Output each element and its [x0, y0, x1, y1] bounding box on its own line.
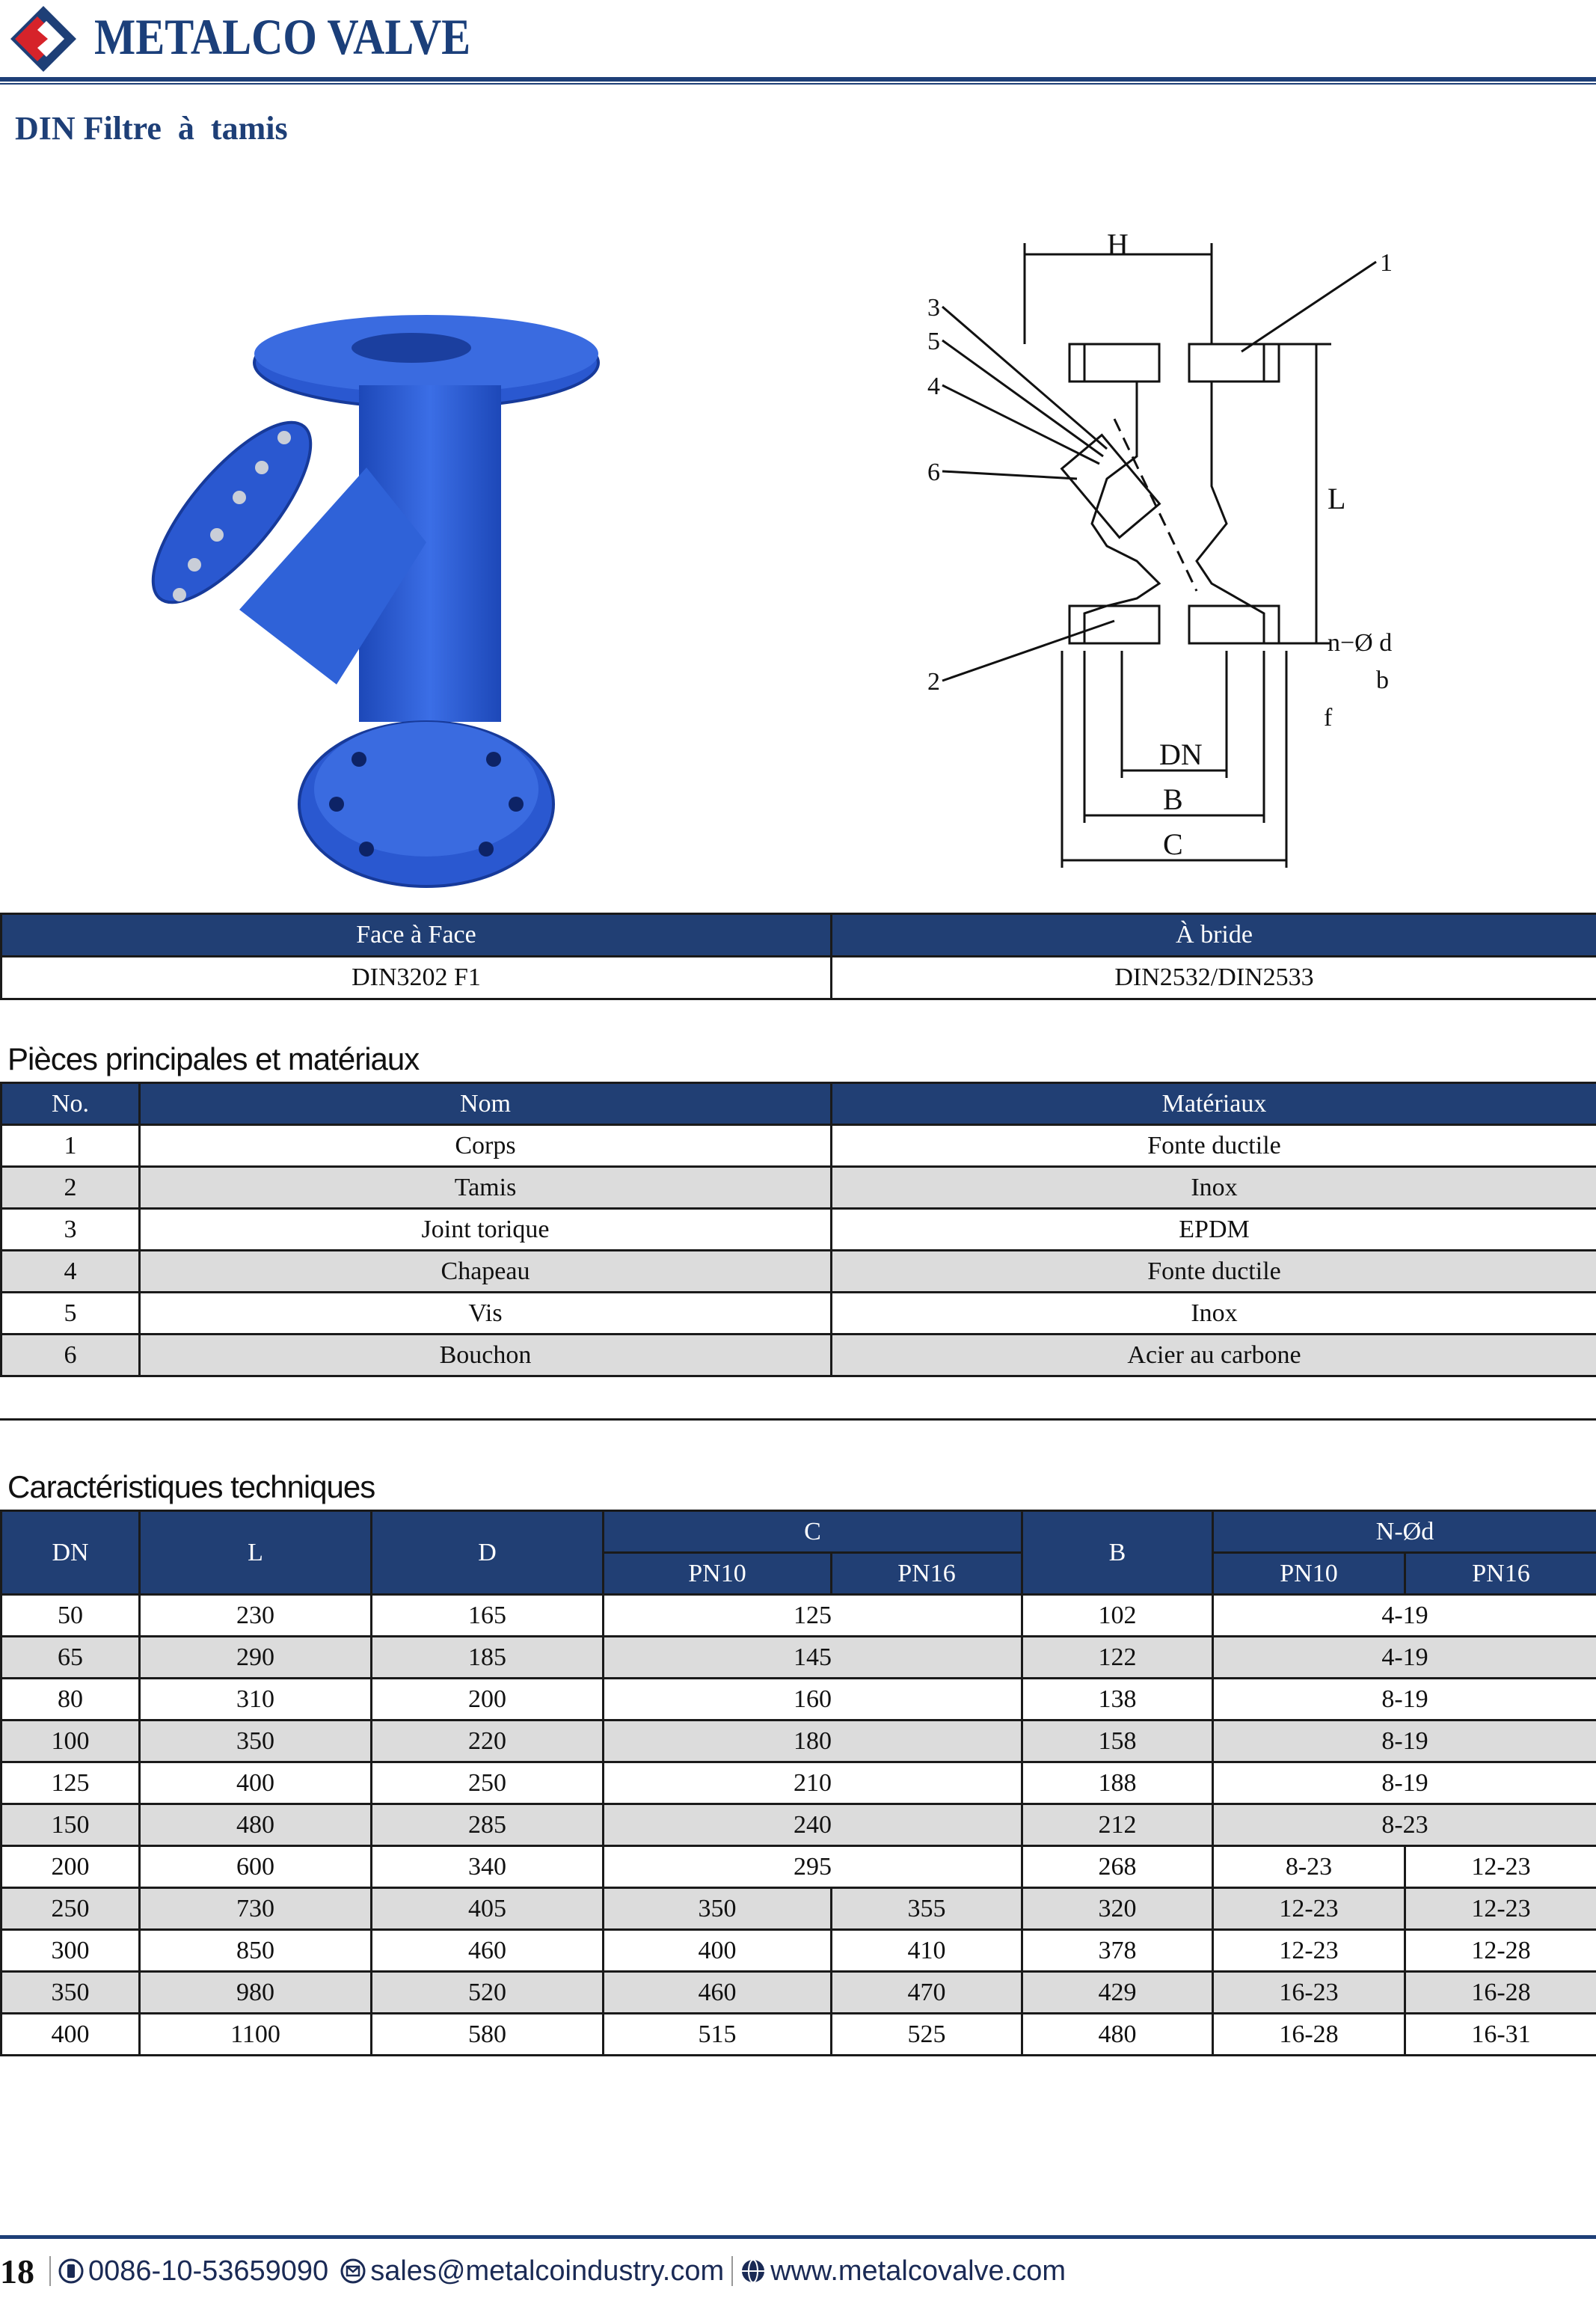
cell-b: 268: [1022, 1846, 1213, 1888]
cell-nod-pn16: 12-23: [1405, 1846, 1596, 1888]
callout-3: 3: [927, 294, 940, 322]
value-face-a-face: DIN3202 F1: [1, 957, 832, 999]
cell-b: 122: [1022, 1637, 1213, 1679]
cell-nod-pn16: 12-28: [1405, 1930, 1596, 1972]
cell-l: 480: [140, 1804, 372, 1846]
table-row: [1, 1209, 1596, 1251]
part-no: 4: [1, 1251, 140, 1293]
cell-b: 480: [1022, 2014, 1213, 2056]
part-no: 2: [1, 1167, 140, 1209]
cell-d: 580: [372, 2014, 604, 2056]
cell-nod-pn16: 16-31: [1405, 2014, 1596, 2056]
globe-icon: [740, 2258, 766, 2284]
table-row: [1, 1167, 1596, 1209]
dim-B: B: [1163, 782, 1183, 816]
cell-b: 102: [1022, 1595, 1213, 1637]
cell-b: 378: [1022, 1930, 1213, 1972]
brand-name: METALCO VALVE: [94, 8, 471, 65]
cell-dn: 300: [1, 1930, 140, 1972]
header-face-a-face: Face à Face: [1, 914, 832, 957]
table-row: [1, 1972, 1596, 2014]
cell-c-pn16: 410: [832, 1930, 1022, 1972]
cell-c-pn10: 460: [604, 1972, 832, 2014]
cell-nod: 8-19: [1213, 1721, 1596, 1762]
header-d: D: [372, 1511, 604, 1595]
cell-c-pn16: 525: [832, 2014, 1022, 2056]
cell-l: 980: [140, 1972, 372, 2014]
cell-b: 158: [1022, 1721, 1213, 1762]
cell-nod-pn10: 8-23: [1213, 1846, 1405, 1888]
cell-nod: 4-19: [1213, 1637, 1596, 1679]
part-name: Chapeau: [140, 1251, 832, 1293]
part-no: 6: [1, 1335, 140, 1376]
tech-specs-table: [0, 1510, 1596, 2056]
dim-f: f: [1324, 704, 1333, 732]
email-icon: [340, 2258, 366, 2284]
cell-c-pn16: 470: [832, 1972, 1022, 2014]
page-title: DIN Filtre à tamis: [15, 110, 288, 147]
cell-d: 460: [372, 1930, 604, 1972]
cell-c-pn10: 350: [604, 1888, 832, 1930]
dim-DN: DN: [1159, 738, 1203, 771]
cell-nod-pn16: 12-23: [1405, 1888, 1596, 1930]
part-material: Acier au carbone: [832, 1335, 1596, 1376]
cell-d: 520: [372, 1972, 604, 2014]
cell-dn: 350: [1, 1972, 140, 2014]
part-name: Bouchon: [140, 1335, 832, 1376]
cell-nod-pn10: 12-23: [1213, 1888, 1405, 1930]
table-row: [1, 1293, 1596, 1335]
table-row: [1, 1762, 1596, 1804]
cell-nod-pn16: 16-28: [1405, 1972, 1596, 2014]
header-a-bride: À bride: [832, 914, 1596, 957]
table-row: [1, 1721, 1596, 1762]
dim-L: L: [1328, 482, 1346, 515]
footer-website[interactable]: www.metalcovalve.com: [770, 2255, 1066, 2287]
callout-4: 4: [927, 373, 940, 400]
tech-section-label: Caractéristiques techniques: [7, 1469, 375, 1504]
cell-d: 165: [372, 1595, 604, 1637]
table-row: [1, 1804, 1596, 1846]
cell-dn: 250: [1, 1888, 140, 1930]
header-b: B: [1022, 1511, 1213, 1595]
phone-icon: [58, 2258, 84, 2284]
cell-d: 220: [372, 1721, 604, 1762]
part-material: Fonte ductile: [832, 1125, 1596, 1167]
cell-b: 188: [1022, 1762, 1213, 1804]
header-nom: Nom: [140, 1083, 832, 1125]
cell-d: 185: [372, 1637, 604, 1679]
cell-dn: 50: [1, 1595, 140, 1637]
cell-l: 310: [140, 1679, 372, 1721]
cell-d: 405: [372, 1888, 604, 1930]
footer-email[interactable]: sales@metalcoindustry.com: [370, 2255, 725, 2287]
header-c-pn10: PN10: [604, 1553, 832, 1595]
cell-nod: 4-19: [1213, 1595, 1596, 1637]
table-row: [1, 1679, 1596, 1721]
logo-mark: [7, 3, 79, 75]
cell-c: 145: [604, 1637, 1022, 1679]
cell-dn: 100: [1, 1721, 140, 1762]
cell-l: 290: [140, 1637, 372, 1679]
table-row: [1, 1125, 1596, 1167]
part-name: Tamis: [140, 1167, 832, 1209]
cell-c: 210: [604, 1762, 1022, 1804]
header-no: No.: [1, 1083, 140, 1125]
dim-H: H: [1107, 232, 1129, 261]
cell-c-pn10: 400: [604, 1930, 832, 1972]
header-l: L: [140, 1511, 372, 1595]
header-nod-pn16: PN16: [1405, 1553, 1596, 1595]
part-material: Inox: [832, 1293, 1596, 1335]
value-a-bride: DIN2532/DIN2533: [832, 957, 1596, 999]
cell-dn: 150: [1, 1804, 140, 1846]
product-photo: [142, 295, 696, 894]
cell-dn: 80: [1, 1679, 140, 1721]
callout-6: 6: [927, 459, 940, 486]
part-material: Fonte ductile: [832, 1251, 1596, 1293]
header-nod-pn10: PN10: [1213, 1553, 1405, 1595]
cell-l: 600: [140, 1846, 372, 1888]
dim-C: C: [1163, 827, 1183, 861]
callout-1: 1: [1380, 249, 1393, 277]
cell-nod: 8-23: [1213, 1804, 1596, 1846]
cell-l: 350: [140, 1721, 372, 1762]
footer: [0, 2249, 1066, 2294]
cell-l: 730: [140, 1888, 372, 1930]
callout-2: 2: [927, 668, 940, 696]
header-nod: N-Ød: [1213, 1511, 1596, 1553]
table-row: [1, 1930, 1596, 1972]
part-name: Vis: [140, 1293, 832, 1335]
cell-dn: 125: [1, 1762, 140, 1804]
standards-table: [0, 913, 1596, 1000]
technical-drawing: [912, 232, 1481, 905]
cell-nod-pn10: 16-28: [1213, 2014, 1405, 2056]
cell-c-pn10: 515: [604, 2014, 832, 2056]
section-divider: [0, 1418, 1596, 1421]
header-materiaux: Matériaux: [832, 1083, 1596, 1125]
cell-l: 1100: [140, 2014, 372, 2056]
table-row: [1, 2014, 1596, 2056]
cell-b: 138: [1022, 1679, 1213, 1721]
footer-separator: [49, 2256, 51, 2286]
cell-c: 125: [604, 1595, 1022, 1637]
cell-l: 400: [140, 1762, 372, 1804]
cell-c: 295: [604, 1846, 1022, 1888]
header-rule-thin: [0, 83, 1596, 85]
header-c: C: [604, 1511, 1022, 1553]
cell-b: 429: [1022, 1972, 1213, 2014]
part-no: 3: [1, 1209, 140, 1251]
part-name: Corps: [140, 1125, 832, 1167]
part-material: Inox: [832, 1167, 1596, 1209]
cell-c: 240: [604, 1804, 1022, 1846]
header-rule: [0, 77, 1596, 82]
callout-5: 5: [927, 328, 940, 355]
table-row: [1, 1846, 1596, 1888]
cell-d: 285: [372, 1804, 604, 1846]
part-no: 1: [1, 1125, 140, 1167]
cell-nod-pn10: 16-23: [1213, 1972, 1405, 2014]
cell-b: 320: [1022, 1888, 1213, 1930]
footer-separator: [731, 2256, 733, 2286]
cell-nod: 8-19: [1213, 1762, 1596, 1804]
cell-dn: 200: [1, 1846, 140, 1888]
cell-dn: 65: [1, 1637, 140, 1679]
cell-l: 850: [140, 1930, 372, 1972]
cell-b: 212: [1022, 1804, 1213, 1846]
cell-c: 160: [604, 1679, 1022, 1721]
table-row: [1, 1888, 1596, 1930]
dim-nd: n−Ø d: [1328, 629, 1393, 657]
header-c-pn16: PN16: [832, 1553, 1022, 1595]
cell-d: 200: [372, 1679, 604, 1721]
cell-nod-pn10: 12-23: [1213, 1930, 1405, 1972]
cell-nod: 8-19: [1213, 1679, 1596, 1721]
cell-l: 230: [140, 1595, 372, 1637]
parts-table: [0, 1082, 1596, 1377]
table-row: [1, 1251, 1596, 1293]
footer-phone[interactable]: 0086-10-53659090: [88, 2255, 329, 2287]
table-row: [1, 1637, 1596, 1679]
parts-section-label: Pièces principales et matériaux: [7, 1041, 420, 1076]
cell-dn: 400: [1, 2014, 140, 2056]
footer-rule: [0, 2235, 1596, 2239]
page-number: 18: [0, 2252, 34, 2291]
dim-b: b: [1376, 667, 1389, 694]
part-name: Joint torique: [140, 1209, 832, 1251]
part-no: 5: [1, 1293, 140, 1335]
cell-c: 180: [604, 1721, 1022, 1762]
table-row: [1, 1335, 1596, 1376]
table-row: [1, 1595, 1596, 1637]
header-dn: DN: [1, 1511, 140, 1595]
cell-d: 340: [372, 1846, 604, 1888]
part-material: EPDM: [832, 1209, 1596, 1251]
cell-d: 250: [372, 1762, 604, 1804]
cell-c-pn16: 355: [832, 1888, 1022, 1930]
